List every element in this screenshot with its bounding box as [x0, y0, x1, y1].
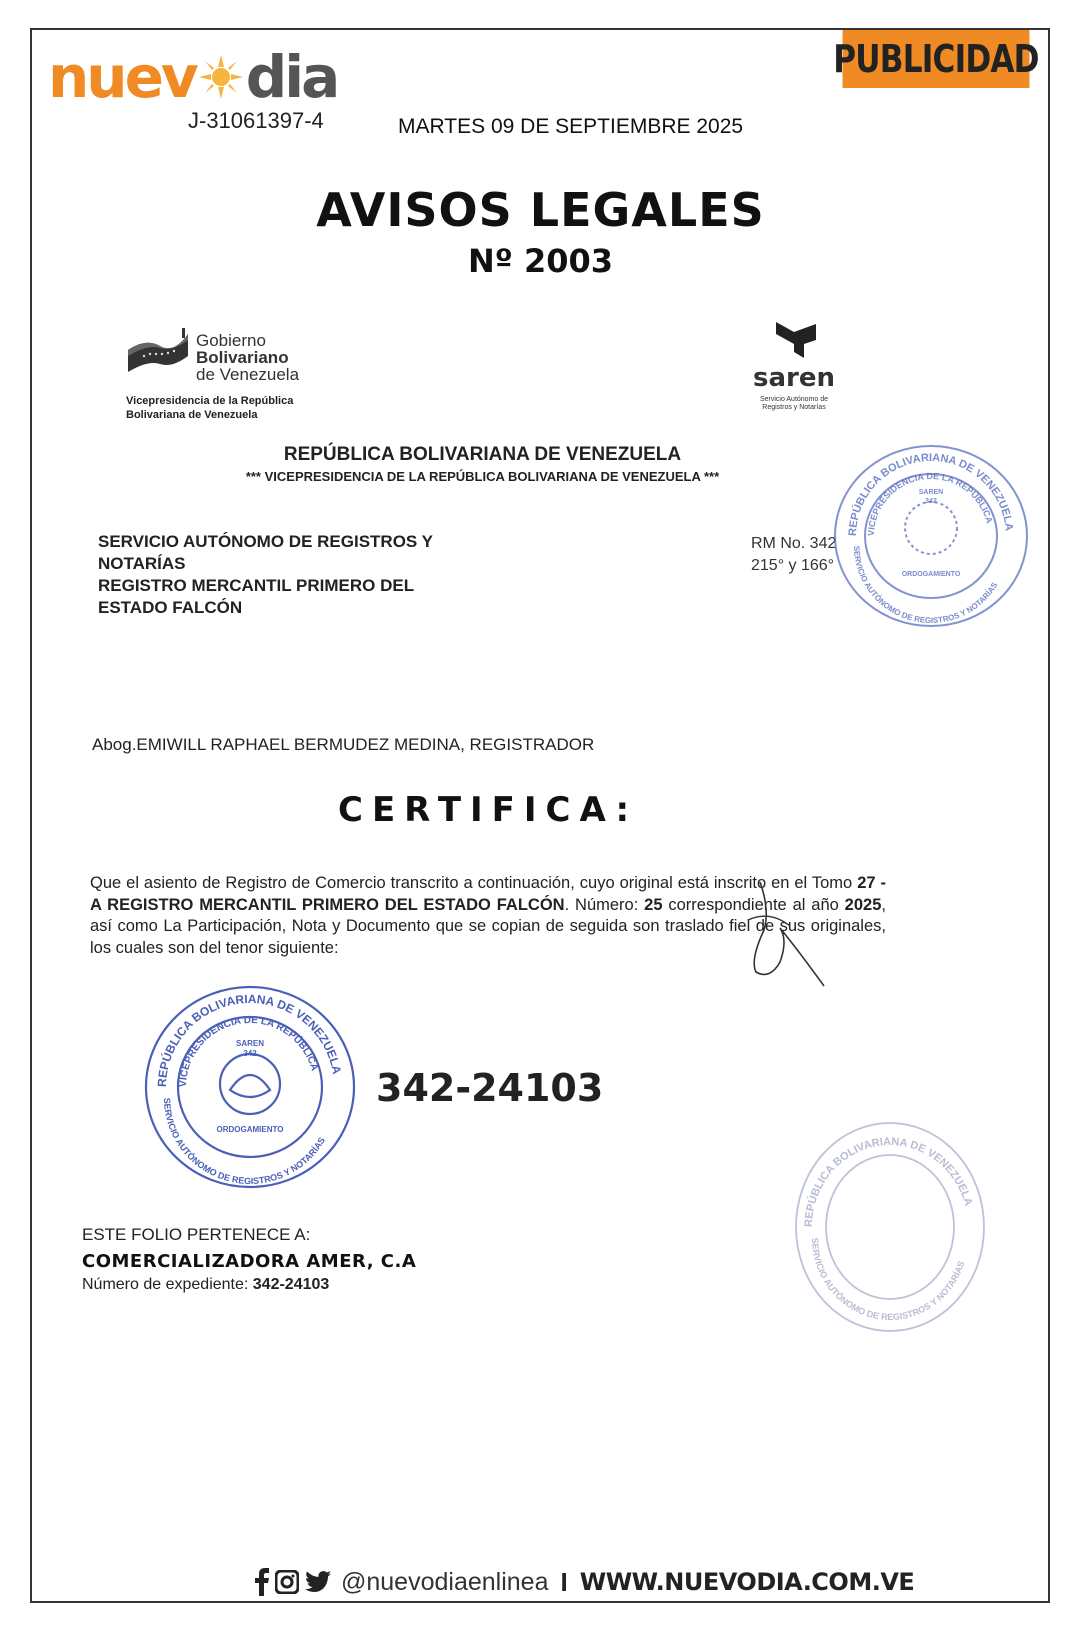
- instagram-icon[interactable]: [275, 1570, 299, 1594]
- social-icons: [255, 1568, 331, 1596]
- expediente-number-large: 342-24103: [376, 1066, 604, 1110]
- facebook-icon[interactable]: [255, 1568, 269, 1596]
- saren-logo: [748, 318, 848, 418]
- nuevodia-logo: [48, 43, 348, 111]
- body-tomo: 27 - A REGISTRO MERCANTIL PRIMERO DEL ESTADO FALCÓN: [90, 874, 886, 914]
- gob-line3: de Venezuela: [196, 365, 300, 384]
- stamp2-center2: 342: [243, 1049, 257, 1058]
- official-stamp-faded: [790, 1116, 990, 1338]
- stamp2-bottom-text: SERVICIO AUTÓNOMO DE REGISTROS Y NOTARÍAS: [161, 1097, 328, 1187]
- saren-sub1: Servicio Autónomo de: [759, 396, 829, 403]
- gob-sub2: Bolivariana de Venezuela: [126, 409, 258, 421]
- folio-label: ESTE FOLIO PERTENECE A:: [82, 1225, 311, 1244]
- body-numero: 25: [644, 895, 663, 914]
- body-anio: 2025: [844, 895, 882, 914]
- social-handle[interactable]: @nuevodiaenlinea: [341, 1567, 549, 1596]
- stamp-outer-text: REPÚBLICA BOLIVARIANA DE VENEZUELA: [846, 451, 1015, 537]
- stamp-inner-text: VICEPRESIDENCIA DE LA REPÚBLICA: [865, 470, 995, 537]
- serv-line1: SERVICIO AUTÓNOMO DE REGISTROS Y: [98, 532, 434, 551]
- exp-label: Número de expediente:: [82, 1276, 253, 1293]
- stamp2-outer-text: REPÚBLICA BOLIVARIANA DE VENEZUELA: [154, 991, 345, 1088]
- official-stamp-left: [140, 980, 360, 1194]
- stamp-reg: ORDOGAMIENTO: [901, 571, 961, 578]
- twitter-icon[interactable]: [305, 1571, 331, 1593]
- saren-mark-icon: [772, 318, 822, 362]
- publicidad-banner: PUBLICIDAD: [843, 30, 1030, 88]
- company-name: COMERCIALIZADORA AMER, C.A: [82, 1251, 417, 1272]
- stamp2-inner-text: VICEPRESIDENCIA DE LA REPÚBLICA: [177, 1014, 320, 1088]
- signature-mark: [740, 880, 830, 990]
- body-p4: , así como La Participación, Nota y Documento que se copian de seguida son traslado fiel de sus originales, los cuales son del tenor siguiente:: [90, 895, 886, 957]
- rm-line1: RM No. 342: [751, 535, 837, 552]
- issue-number: Nº 2003: [467, 242, 614, 280]
- rm-line2: 215° y 166°: [751, 557, 835, 574]
- stamp3-outer-text: REPÚBLICA BOLIVARIANA DE VENEZUELA: [802, 1135, 975, 1228]
- website-link[interactable]: WWW.NUEVODIA.COM.VE: [579, 1568, 915, 1596]
- serv-line3: REGISTRO MERCANTIL PRIMERO DEL: [98, 576, 415, 595]
- body-p2: . Número:: [564, 895, 645, 914]
- rm-block: [751, 533, 836, 577]
- gob-subtitle: [126, 394, 356, 422]
- exp-value: 342-24103: [252, 1276, 330, 1293]
- saren-subtitle: [748, 396, 840, 412]
- stamp-center2: 342: [925, 498, 937, 505]
- logo-left-text: nuev: [48, 43, 196, 111]
- stamp2-reg: ORDOGAMIENTO: [216, 1125, 284, 1134]
- expediente-line: [82, 1276, 329, 1294]
- sun-icon: [197, 53, 245, 101]
- page-title: AVISOS LEGALES: [316, 183, 765, 237]
- official-stamp-top: [826, 436, 1036, 636]
- servicio-block: [98, 531, 478, 619]
- serv-line4: ESTADO FALCÓN: [98, 598, 243, 617]
- gob-line2: Bolivariano: [196, 348, 289, 367]
- serv-line2: NOTARÍAS: [98, 554, 186, 573]
- certifica-heading: CERTIFICA:: [338, 790, 639, 830]
- footer-separator: I: [560, 1566, 568, 1597]
- body-p1: Que el asiento de Registro de Comercio transcrito a continuación, cuyo original está inscrito en el Tomo: [90, 874, 858, 892]
- saren-word: saren: [753, 363, 835, 393]
- republica-heading: REPÚBLICA BOLIVARIANA DE VENEZUELA: [283, 444, 682, 465]
- body-p3: correspondiente al año: [662, 895, 845, 914]
- svg-text:SERVICIO AUTÓNOMO DE REGISTROS: [852, 546, 1000, 625]
- rif-number: J-31061397-4: [188, 108, 324, 133]
- stamp-bottom-text: SERVICIO AUTÓNOMO DE REGISTROS Y NOTARÍAS: [851, 545, 1000, 626]
- stamp2-center1: SAREN: [235, 1039, 265, 1048]
- registrador-line: Abog.EMIWILL RAPHAEL BERMUDEZ MEDINA, REGISTRADOR: [92, 735, 595, 754]
- saren-sub2: Registros y Notarías: [762, 404, 826, 411]
- logo-right-text: dia: [245, 43, 338, 111]
- flag-icon: [126, 326, 190, 382]
- gob-line1: Gobierno: [196, 331, 266, 350]
- svg-text:REPÚBLICA BOLIVARIANA DE VENEZ: [803, 1136, 974, 1227]
- gob-sub1: Vicepresidencia de la República: [126, 395, 294, 407]
- issue-date: MARTES 09 DE SEPTIEMBRE 2025: [398, 115, 744, 138]
- gobierno-logo: [126, 318, 346, 428]
- stamp3-bottom-text: SERVICIO AUTÓNOMO DE REGISTROS Y NOTARÍAS: [809, 1237, 967, 1323]
- vicepresidencia-heading: *** VICEPRESIDENCIA DE LA REPÚBLICA BOLIVARIANA DE VENEZUELA ***: [245, 469, 720, 484]
- footer: [255, 1565, 914, 1599]
- stamp-center1: SAREN: [918, 489, 944, 496]
